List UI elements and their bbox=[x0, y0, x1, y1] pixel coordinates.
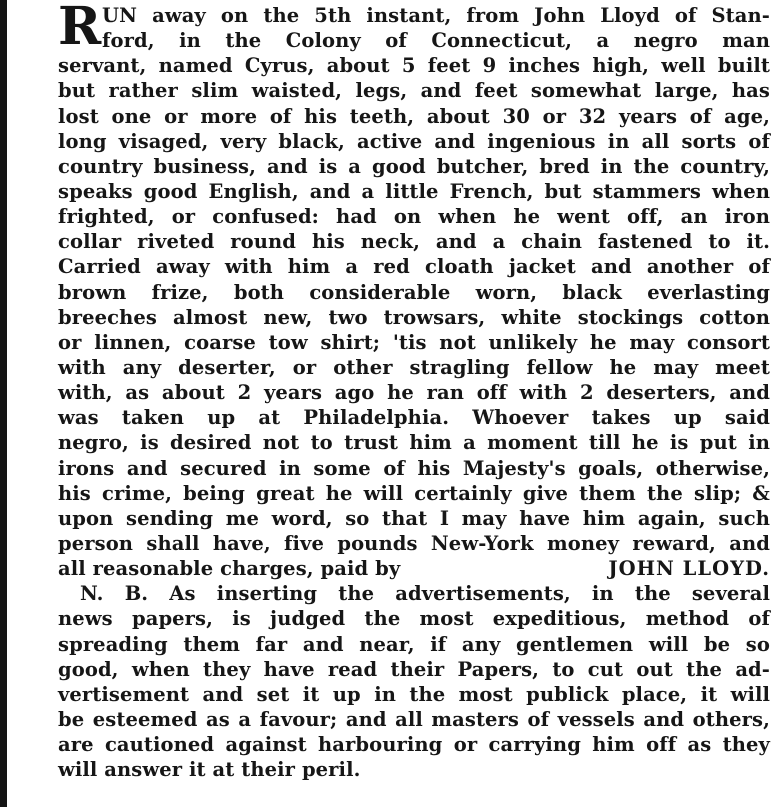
ad-body bbox=[58, 53, 770, 581]
ad-line: UN away on the 5th instant, from John Lloyd of Stan- bbox=[102, 4, 770, 27]
ad-line: person shall have, five pounds New-York money reward, and bbox=[58, 531, 770, 555]
nb-line: vertisement and set it up in the most publick place, it will bbox=[58, 682, 770, 706]
column-rule bbox=[0, 0, 7, 807]
nota-bene-body bbox=[58, 606, 770, 782]
ad-line: collar riveted round his neck, and a chain fastened to it. bbox=[58, 230, 770, 254]
ad-line: long visaged, very black, active and ingenious in all sorts of bbox=[58, 129, 770, 153]
ad-line: his crime, being great he will certainly give them the slip; & bbox=[58, 481, 770, 505]
ad-line: but rather slim waisted, legs, and feet somewhat large, has bbox=[58, 79, 770, 103]
ad-line: with any deserter, or other stragling fellow he may meet bbox=[58, 355, 770, 379]
nb-line: are cautioned against harbouring or carrying him off as they bbox=[58, 733, 770, 757]
nb-line: good, when they have read their Papers, to cut out the ad- bbox=[58, 657, 770, 681]
ad-line: speaks good English, and a little French, but stammers when bbox=[58, 179, 770, 203]
ad-line: frighted, or confused: had on when he went off, an iron bbox=[58, 205, 770, 229]
nb-line: news papers, is judged the most expeditious, method of bbox=[58, 607, 770, 631]
opening-paragraph bbox=[58, 0, 770, 57]
ad-line: lost one or more of his teeth, about 30 or 32 years of age, bbox=[58, 104, 770, 128]
closing-text: all reasonable charges, paid by bbox=[58, 557, 401, 581]
runaway-advertisement bbox=[58, 0, 770, 782]
ad-line: servant, named Cyrus, about 5 feet 9 inches high, well built bbox=[58, 54, 770, 78]
ad-line: country business, and is a good butcher, bred in the country, bbox=[58, 154, 770, 178]
nb-line: N. B. As inserting the advertisements, in the several bbox=[80, 582, 770, 606]
drop-cap: R bbox=[58, 0, 102, 57]
nb-line: spreading them far and near, if any gentlemen will be so bbox=[58, 632, 770, 656]
signature-line bbox=[58, 556, 770, 581]
ad-line: or linnen, coarse tow shirt; 'tis not unlikely he may consort bbox=[58, 330, 770, 354]
ad-line: was taken up at Philadelphia. Whoever takes up said bbox=[58, 406, 770, 430]
ad-line: negro, is desired not to trust him a moment till he is put in bbox=[58, 431, 770, 455]
ad-line: brown frize, both considerable worn, black everlasting bbox=[58, 280, 770, 304]
ad-line: Carried away with him a red cloath jacket and another of bbox=[58, 255, 770, 279]
ad-line: upon sending me word, so that I may have him again, such bbox=[58, 506, 770, 530]
signature: JOHN LLOYD. bbox=[608, 557, 770, 581]
nb-line: be esteemed as a favour; and all masters of vessels and others, bbox=[58, 707, 770, 731]
ad-line: with, as about 2 years ago he ran off with 2 deserters, and bbox=[58, 381, 770, 405]
ad-line: irons and secured in some of his Majesty's goals, otherwise, bbox=[58, 456, 770, 480]
ad-line: ford, in the Colony of Connecticut, a negro man bbox=[102, 29, 770, 53]
nota-bene-paragraph bbox=[58, 581, 770, 606]
nb-line: will answer it at their peril. bbox=[58, 758, 361, 782]
ad-line: breeches almost new, two trowsars, white stockings cotton bbox=[58, 305, 770, 329]
